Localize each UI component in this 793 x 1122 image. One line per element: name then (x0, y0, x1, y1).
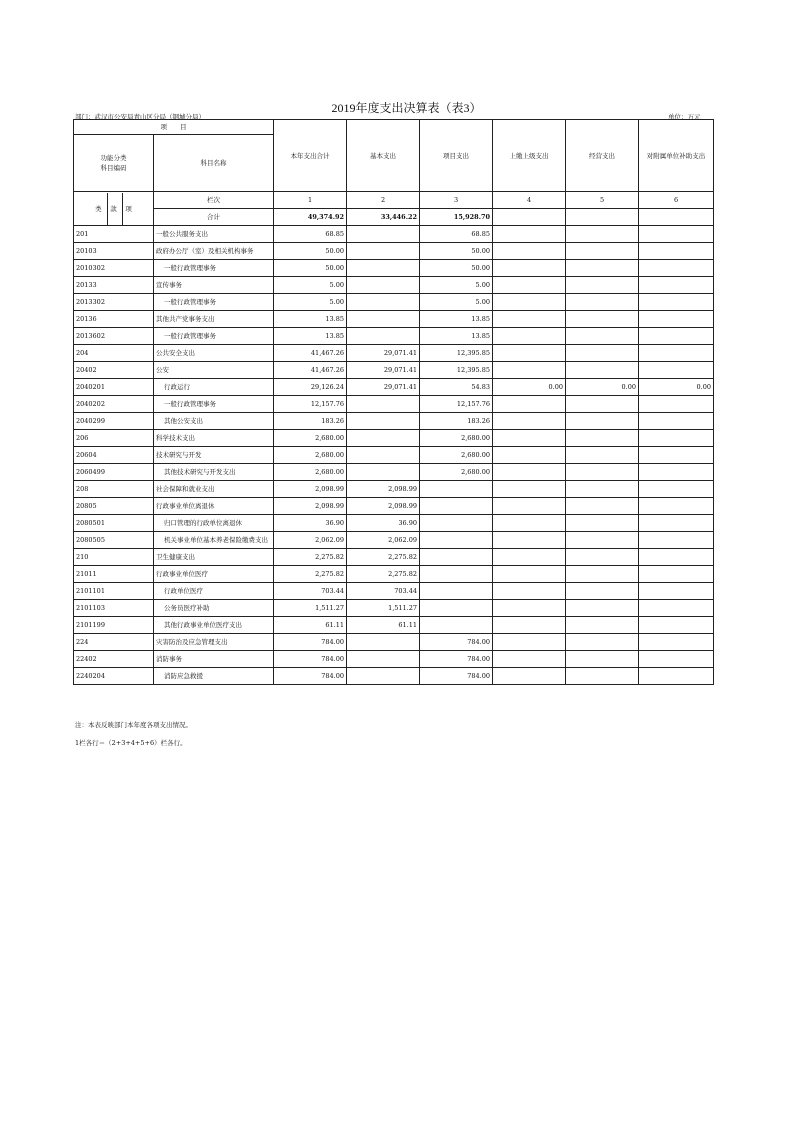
subject-code: 2040202 (74, 396, 154, 413)
amount-cell (420, 532, 493, 549)
table-row (74, 566, 714, 583)
subject-code: 204 (74, 345, 154, 362)
amount-cell: 36.90 (274, 515, 347, 532)
subject-name: 一般行政管理事务 (154, 328, 274, 345)
amount-cell (566, 617, 639, 634)
amount-cell (639, 243, 714, 260)
table-row (74, 362, 714, 379)
amount-cell: 13.85 (420, 311, 493, 328)
amount-cell (493, 566, 566, 583)
subject-code: 22402 (74, 651, 154, 668)
amount-cell (639, 328, 714, 345)
amount-cell: 784.00 (420, 668, 493, 685)
subject-code: 201 (74, 226, 154, 243)
amount-cell (493, 600, 566, 617)
subject-name: 社会保障和就业支出 (154, 481, 274, 498)
table-row (74, 345, 714, 362)
amount-cell (347, 243, 420, 260)
col-header: 经营支出 (566, 120, 639, 192)
amount-cell (566, 651, 639, 668)
amount-cell: 50.00 (274, 260, 347, 277)
amount-cell: 2,680.00 (420, 447, 493, 464)
amount-cell (347, 651, 420, 668)
col-header: 基本支出 (347, 120, 420, 192)
subject-name: 公共安全支出 (154, 345, 274, 362)
total-value (639, 209, 714, 226)
amount-cell (347, 226, 420, 243)
amount-cell (420, 617, 493, 634)
amount-cell: 2,275.82 (347, 566, 420, 583)
table-row (74, 277, 714, 294)
amount-cell: 0.00 (566, 379, 639, 396)
subject-name: 公安 (154, 362, 274, 379)
amount-cell: 13.85 (274, 328, 347, 345)
amount-cell (347, 430, 420, 447)
subject-code: 20604 (74, 447, 154, 464)
amount-cell (493, 226, 566, 243)
subject-name: 行政单位医疗 (154, 583, 274, 600)
amount-cell (639, 583, 714, 600)
col-number: 2 (347, 192, 420, 209)
subject-name: 行政事业单位医疗 (154, 566, 274, 583)
amount-cell: 784.00 (420, 634, 493, 651)
amount-cell (639, 515, 714, 532)
amount-cell (639, 260, 714, 277)
amount-cell: 54.83 (420, 379, 493, 396)
amount-cell (493, 447, 566, 464)
subject-code: 2101103 (74, 600, 154, 617)
amount-cell: 703.44 (274, 583, 347, 600)
amount-cell: 13.85 (274, 311, 347, 328)
amount-cell (639, 600, 714, 617)
amount-cell (566, 583, 639, 600)
amount-cell: 36.90 (347, 515, 420, 532)
amount-cell (566, 566, 639, 583)
amount-cell (493, 617, 566, 634)
amount-cell: 784.00 (274, 668, 347, 685)
amount-cell (347, 311, 420, 328)
subject-code: 208 (74, 481, 154, 498)
amount-cell: 12,157.76 (420, 396, 493, 413)
subject-name: 其他公安支出 (154, 413, 274, 430)
table-row (74, 379, 714, 396)
amount-cell (639, 294, 714, 311)
amount-cell: 5.00 (420, 294, 493, 311)
subject-code: 20136 (74, 311, 154, 328)
table-row (74, 243, 714, 260)
amount-cell (566, 515, 639, 532)
table-row (74, 396, 714, 413)
subject-code: 2060499 (74, 464, 154, 481)
func-code-header: 功能分类 科目编码 (74, 135, 154, 192)
table-row (74, 617, 714, 634)
amount-cell (639, 617, 714, 634)
amount-cell: 5.00 (274, 294, 347, 311)
table-row (74, 328, 714, 345)
amount-cell: 29,071.41 (347, 362, 420, 379)
amount-cell (420, 566, 493, 583)
amount-cell (347, 396, 420, 413)
col-number: 4 (493, 192, 566, 209)
table-row (74, 464, 714, 481)
amount-cell (639, 345, 714, 362)
table-row (74, 481, 714, 498)
subject-name: 归口管理的行政单位离退休 (154, 515, 274, 532)
total-value: 49,374.92 (274, 209, 347, 226)
subject-name: 科学技术支出 (154, 430, 274, 447)
subject-name: 机关事业单位基本养老保险缴费支出 (154, 532, 274, 549)
amount-cell (566, 362, 639, 379)
amount-cell (420, 549, 493, 566)
amount-cell (566, 498, 639, 515)
table-row (74, 532, 714, 549)
subject-code: 20805 (74, 498, 154, 515)
amount-cell (639, 668, 714, 685)
amount-cell (566, 413, 639, 430)
amount-cell (493, 260, 566, 277)
amount-cell (493, 294, 566, 311)
amount-cell (420, 600, 493, 617)
subject-code: 2101199 (74, 617, 154, 634)
amount-cell: 784.00 (274, 651, 347, 668)
col-header: 项目支出 (420, 120, 493, 192)
subject-code: 20133 (74, 277, 154, 294)
table-row (74, 634, 714, 651)
amount-cell (493, 634, 566, 651)
amount-cell (639, 634, 714, 651)
xiang-label: 项 (122, 193, 135, 225)
amount-cell (493, 583, 566, 600)
amount-cell (493, 668, 566, 685)
total-value (493, 209, 566, 226)
amount-cell: 13.85 (420, 328, 493, 345)
col-number: 1 (274, 192, 347, 209)
amount-cell (566, 243, 639, 260)
amount-cell (566, 549, 639, 566)
expenditure-table (73, 119, 714, 685)
subject-name: 公务员医疗补助 (154, 600, 274, 617)
subject-code: 2040201 (74, 379, 154, 396)
amount-cell: 2,680.00 (420, 430, 493, 447)
subject-code: 2240204 (74, 668, 154, 685)
amount-cell: 61.11 (347, 617, 420, 634)
amount-cell (566, 396, 639, 413)
col-number: 5 (566, 192, 639, 209)
amount-cell: 29,071.41 (347, 379, 420, 396)
col-number: 6 (639, 192, 714, 209)
amount-cell: 50.00 (274, 243, 347, 260)
amount-cell: 1,511.27 (347, 600, 420, 617)
amount-cell: 2,680.00 (274, 430, 347, 447)
amount-cell (347, 277, 420, 294)
amount-cell: 703.44 (347, 583, 420, 600)
amount-cell: 2,098.99 (274, 498, 347, 515)
subject-code: 210 (74, 549, 154, 566)
subject-code: 2010302 (74, 260, 154, 277)
amount-cell: 2,680.00 (274, 447, 347, 464)
amount-cell: 12,395.85 (420, 362, 493, 379)
amount-cell (566, 668, 639, 685)
table-row (74, 447, 714, 464)
amount-cell (566, 532, 639, 549)
amount-cell: 5.00 (274, 277, 347, 294)
subject-code: 2080501 (74, 515, 154, 532)
amount-cell (493, 362, 566, 379)
amount-cell (493, 532, 566, 549)
subject-code: 20402 (74, 362, 154, 379)
amount-cell: 5.00 (420, 277, 493, 294)
table-row (74, 294, 714, 311)
subject-name: 一般公共服务支出 (154, 226, 274, 243)
subject-name: 一般行政管理事务 (154, 396, 274, 413)
amount-cell (347, 634, 420, 651)
amount-cell (566, 600, 639, 617)
subject-code: 21011 (74, 566, 154, 583)
table-row (74, 515, 714, 532)
subject-code: 2040299 (74, 413, 154, 430)
note-line-2: 1栏各行＝（2+3+4+5+6）栏各行。 (75, 739, 187, 747)
table-row (74, 600, 714, 617)
subject-name: 卫生健康支出 (154, 549, 274, 566)
subject-code: 20103 (74, 243, 154, 260)
amount-cell (639, 549, 714, 566)
amount-cell (420, 515, 493, 532)
note-line-1: 注：本表反映部门本年度各项支出情况。 (75, 721, 192, 729)
amount-cell: 2,275.82 (274, 566, 347, 583)
col-number: 3 (420, 192, 493, 209)
subject-code: 224 (74, 634, 154, 651)
lei-label: 类 (95, 204, 102, 213)
subject-name-header: 科目名称 (154, 135, 274, 192)
subject-name: 政府办公厅（室）及相关机构事务 (154, 243, 274, 260)
amount-cell (639, 464, 714, 481)
amount-cell (566, 464, 639, 481)
table-row (74, 668, 714, 685)
amount-cell (493, 430, 566, 447)
amount-cell: 12,395.85 (420, 345, 493, 362)
amount-cell: 68.85 (274, 226, 347, 243)
amount-cell (566, 328, 639, 345)
amount-cell: 2,062.09 (347, 532, 420, 549)
amount-cell (493, 413, 566, 430)
subject-code: 2013602 (74, 328, 154, 345)
amount-cell (420, 583, 493, 600)
amount-cell (347, 668, 420, 685)
amount-cell (639, 651, 714, 668)
subject-name: 消防事务 (154, 651, 274, 668)
amount-cell (639, 311, 714, 328)
lei-kuan-xiang-header (74, 192, 154, 226)
amount-cell: 61.11 (274, 617, 347, 634)
amount-cell (493, 549, 566, 566)
amount-cell: 2,680.00 (274, 464, 347, 481)
col-header: 对附属单位补助支出 (639, 120, 714, 192)
department-label: 部门：武汉市公安局青山区分局（钢城分局） (75, 113, 205, 121)
amount-cell (347, 260, 420, 277)
subject-name: 一般行政管理事务 (154, 294, 274, 311)
amount-cell: 0.00 (493, 379, 566, 396)
table-row (74, 226, 714, 243)
total-label: 合计 (154, 209, 274, 226)
amount-cell: 2,098.99 (347, 498, 420, 515)
subject-name: 一般行政管理事务 (154, 260, 274, 277)
amount-cell: 29,126.24 (274, 379, 347, 396)
amount-cell: 2,275.82 (274, 549, 347, 566)
amount-cell (566, 345, 639, 362)
amount-cell: 68.85 (420, 226, 493, 243)
unit-label: 单位：万元 (668, 113, 701, 121)
table-row (74, 311, 714, 328)
amount-cell (566, 226, 639, 243)
amount-cell (493, 515, 566, 532)
amount-cell (493, 651, 566, 668)
amount-cell (493, 498, 566, 515)
amount-cell: 50.00 (420, 243, 493, 260)
subject-name: 行政事业单位离退休 (154, 498, 274, 515)
subject-name: 其他共产党事务支出 (154, 311, 274, 328)
amount-cell (493, 328, 566, 345)
amount-cell (493, 243, 566, 260)
amount-cell (566, 294, 639, 311)
amount-cell (639, 396, 714, 413)
subject-name: 灾害防治及应急管理支出 (154, 634, 274, 651)
amount-cell (566, 311, 639, 328)
subject-name: 消防应急救援 (154, 668, 274, 685)
amount-cell (493, 311, 566, 328)
amount-cell: 2,275.82 (347, 549, 420, 566)
item-header: 项 目 (74, 120, 274, 135)
amount-cell (493, 481, 566, 498)
amount-cell (639, 498, 714, 515)
amount-cell: 0.00 (639, 379, 714, 396)
amount-cell (639, 532, 714, 549)
amount-cell (566, 430, 639, 447)
table-row (74, 583, 714, 600)
total-value: 33,446.22 (347, 209, 420, 226)
table-row (74, 498, 714, 515)
amount-cell (639, 226, 714, 243)
report-title: 2019年度支出决算表（表3） (331, 101, 482, 115)
amount-cell (420, 498, 493, 515)
amount-cell (566, 277, 639, 294)
table-row (74, 413, 714, 430)
amount-cell: 50.00 (420, 260, 493, 277)
amount-cell (493, 345, 566, 362)
amount-cell (493, 277, 566, 294)
lanci-label: 栏次 (154, 192, 274, 209)
amount-cell (420, 481, 493, 498)
table-row (74, 549, 714, 566)
amount-cell (347, 413, 420, 430)
amount-cell (639, 566, 714, 583)
amount-cell (639, 430, 714, 447)
amount-cell: 183.26 (274, 413, 347, 430)
total-value (566, 209, 639, 226)
amount-cell: 784.00 (420, 651, 493, 668)
amount-cell: 2,098.99 (274, 481, 347, 498)
amount-cell (639, 362, 714, 379)
subject-name: 行政运行 (154, 379, 274, 396)
amount-cell: 41,467.26 (274, 345, 347, 362)
col-header: 本年支出合计 (274, 120, 347, 192)
amount-cell (347, 464, 420, 481)
col-header: 上缴上级支出 (493, 120, 566, 192)
amount-cell (347, 447, 420, 464)
amount-cell: 2,062.09 (274, 532, 347, 549)
amount-cell: 2,680.00 (420, 464, 493, 481)
amount-cell (493, 464, 566, 481)
amount-cell (347, 328, 420, 345)
amount-cell (493, 396, 566, 413)
amount-cell: 2,098.99 (347, 481, 420, 498)
total-value: 15,928.70 (420, 209, 493, 226)
subject-name: 技术研究与开发 (154, 447, 274, 464)
amount-cell (639, 447, 714, 464)
table-row (74, 260, 714, 277)
amount-cell (566, 260, 639, 277)
subject-name: 其他技术研究与开发支出 (154, 464, 274, 481)
subject-code: 2013302 (74, 294, 154, 311)
subject-name: 其他行政事业单位医疗支出 (154, 617, 274, 634)
subject-name: 宣传事务 (154, 277, 274, 294)
subject-code: 206 (74, 430, 154, 447)
amount-cell (566, 481, 639, 498)
subject-code: 2080505 (74, 532, 154, 549)
subject-code: 2101101 (74, 583, 154, 600)
kuan-label: 款 (107, 193, 120, 225)
amount-cell (347, 294, 420, 311)
amount-cell (639, 277, 714, 294)
amount-cell: 1,511.27 (274, 600, 347, 617)
amount-cell: 29,071.41 (347, 345, 420, 362)
amount-cell (639, 481, 714, 498)
amount-cell (639, 413, 714, 430)
amount-cell (566, 447, 639, 464)
amount-cell (566, 634, 639, 651)
table-row (74, 651, 714, 668)
amount-cell: 183.26 (420, 413, 493, 430)
amount-cell: 12,157.76 (274, 396, 347, 413)
table-row (74, 430, 714, 447)
amount-cell: 41,467.26 (274, 362, 347, 379)
amount-cell: 784.00 (274, 634, 347, 651)
